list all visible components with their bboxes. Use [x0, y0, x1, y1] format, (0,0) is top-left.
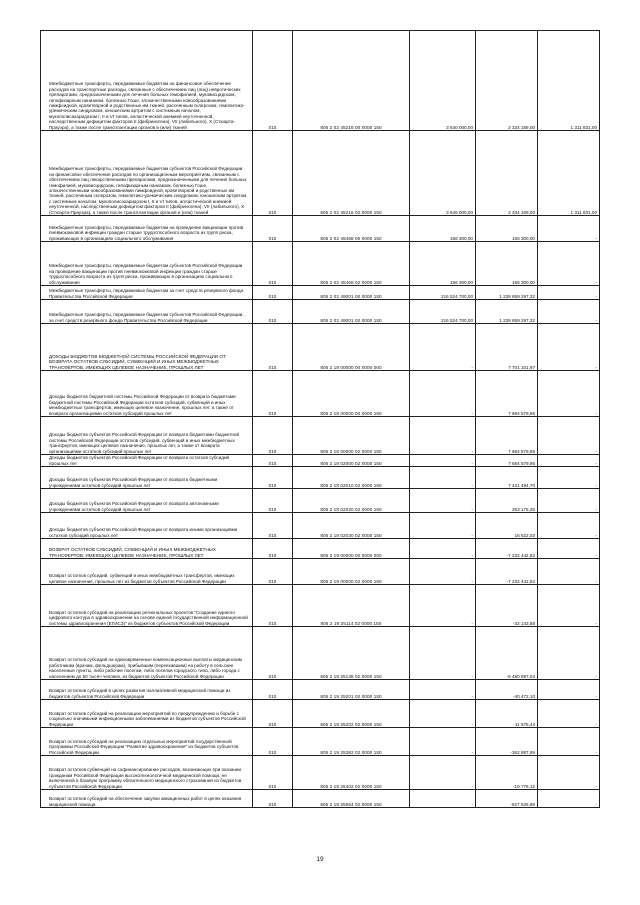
row-plan: - [410, 756, 476, 790]
row-fact: -32 143,88 [476, 585, 538, 627]
row-name: ДОХОДЫ БЮДЖЕТОВ БЮДЖЕТНОЙ СИСТЕМЫ РОССИЙСКОЙ ФЕДЕРАЦИИ ОТ ВОЗВРАТА ОСТАТКОВ СУБСИДИЙ, СУБВЕНЦИЙ И ИНЫХ МЕЖБЮДЖЕТНЫХ ТРАНСФЕРТОВ, ИМЕЮЩИХ ЦЕЛЕВОЕ НАЗНАЧЕНИЕ, ПРОШЛЫХ ЛЕТ [41, 324, 253, 371]
row-code: 010 [253, 680, 293, 700]
row-rest: - [538, 216, 600, 242]
row-code: 010 [253, 728, 293, 756]
row-code: 010 [253, 585, 293, 627]
row-name: Межбюджетные трансферты, передаваемые бюджетам субъектов Российской Федерации, за счет средств резервного фонда Правительства Российской Федерации [41, 300, 253, 324]
row-plan: - [410, 489, 476, 513]
row-rest: - [538, 728, 600, 756]
row-plan: 3 640 000,00 [410, 31, 476, 131]
report-sheet [40, 30, 599, 808]
row-name: Межбюджетные трансферты, передаваемые бюджетам на финансовое обеспечение расходов на транспортные расходы, связанные с обеспечением лиц (лиц) невротических препаратами, предназначенными для лечения больных гемофилией, муковисцидозом, гипофизарным нанизмом, болезнью Гоше, злокачественными новообразованиями лимфоидной, кроветворной и родственных им тканей, рассеянным склерозом, гемолитико-уремическим синдромом, юношеским артритом с системным началом, мукополисахаридозом I, II и VI типов, апластической анемией неуточненной, наследственным дефицитом факторов II (фибриногена), VII (лабильного), X (Стюарта-Прауэра), а также после трансплантации органов и (или) тканей [41, 31, 253, 131]
table-row [41, 371, 600, 417]
row-kbk: 805 2 19 25201 02 0000 150 [293, 680, 410, 700]
row-rest: - [538, 700, 600, 728]
row-plan: - [410, 467, 476, 489]
row-code: 010 [253, 513, 293, 539]
table-row [41, 417, 600, 455]
row-rest: - [538, 585, 600, 627]
row-plan: - [410, 700, 476, 728]
row-code: 010 [253, 242, 293, 286]
row-code: 010 [253, 216, 293, 242]
row-code: 010 [253, 286, 293, 300]
table-row [41, 455, 600, 467]
row-fact: -7 232 442,62 [476, 539, 538, 559]
row-rest: - [538, 627, 600, 680]
row-rest: - [538, 489, 600, 513]
table-row [41, 790, 600, 808]
row-kbk: 805 2 02 45468 02 0000 150 [293, 242, 410, 286]
row-plan: - [410, 324, 476, 371]
page-number: 19 [316, 856, 324, 863]
row-kbk: 805 2 19 25138 02 0000 150 [293, 627, 410, 680]
row-kbk: 805 2 18 00000 00 0000 000 [293, 324, 410, 371]
row-fact: 1 228 659 297,32 [476, 300, 538, 324]
row-name: Межбюджетные трансферты, передаваемые бюджетам субъектов Российской Федерации на финансовое обеспечение расходов по организационным мероприятиям, связанным с обеспечением лиц лекарственными препаратами, предназначенными для лечения больных гемофилией, муковисцидозом, гипофизарным нанизмом, болезнью Гоше, злокачественными новообразованиями лимфоидной, кроветворной и родственных им тканей, рассеянным склерозом, гемолитико-уремическим синдромом, юношеским артритом с системным началом, мукополисахаридозом I, II и VI типов, апластической анемией неуточненной, наследственным дефицитом факторов II (фибриногена), VII (лабильного), X (Стюарта-Прауэра), а также после трансплантации органов и (или) тканей [41, 131, 253, 216]
table-row [41, 559, 600, 585]
row-name: Межбюджетные трансферты, передаваемые бюджетам на проведение вакцинации против пневмококковой инфекции граждан старше трудоспособного возраста из групп риска, проживающих в организациях социального обслуживания [41, 216, 253, 242]
table-row [41, 585, 600, 627]
row-name: Возврат остатков субсидий на реализацию мероприятий по предупреждению и борьбе с социально значимыми инфекционными заболеваниями из бюджетов субъектов Российской Федерации [41, 700, 253, 728]
row-kbk: 805 2 19 25202 02 0000 150 [293, 700, 410, 728]
table-row [41, 627, 600, 680]
row-name: Доходы бюджетов субъектов Российской Федерации от возврата иными организациями остатков субсидий прошлых лет [41, 513, 253, 539]
row-name: ВОЗВРАТ ОСТАТКОВ СУБСИДИЙ, СУБВЕНЦИЙ И ИНЫХ МЕЖБЮДЖЕТНЫХ ТРАНСФЕРТОВ, ИМЕЮЩИХ ЦЕЛЕВОЕ НАЗНАЧЕНИЕ, ПРОШЛЫХ ЛЕТ [41, 539, 253, 559]
income-table-body [41, 31, 600, 808]
row-rest: - [538, 680, 600, 700]
table-row [41, 216, 600, 242]
row-plan: - [410, 513, 476, 539]
row-code: 010 [253, 790, 293, 808]
row-fact: 7 684 579,95 [476, 417, 538, 455]
row-kbk: 805 2 19 25114 02 0000 150 [293, 585, 410, 627]
row-fact: 7 431 494,70 [476, 467, 538, 489]
row-rest: - [538, 455, 600, 467]
row-fact: 253 175,25 [476, 489, 538, 513]
table-row [41, 489, 600, 513]
table-row [41, 728, 600, 756]
row-plan: 156 300,00 [410, 242, 476, 286]
row-plan: - [410, 455, 476, 467]
row-name: Межбюджетные трансферты, передаваемые бюджетам субъектов Российской Федерации на проведение вакцинации против пневмококковой инфекции граждан старше трудоспособного возраста из групп риска, проживающих в организациях социального обслуживания [41, 242, 253, 286]
row-kbk: 805 2 18 02030 02 0000 150 [293, 513, 410, 539]
row-code: 010 [253, 627, 293, 680]
row-rest: - [538, 242, 600, 286]
row-kbk: 805 2 02 49001 02 0000 150 [293, 300, 410, 324]
row-plan: - [410, 539, 476, 559]
row-fact: 7 684 579,95 [476, 371, 538, 417]
row-code: 010 [253, 467, 293, 489]
row-rest: - [538, 790, 600, 808]
table-row [41, 513, 600, 539]
row-rest: - [538, 513, 600, 539]
row-rest: - [538, 300, 600, 324]
row-kbk: 805 2 18 02010 02 0000 150 [293, 467, 410, 489]
row-name: Возврат остатков субсидий на реализацию отдельных мероприятий государственной программы Российской Федерации "Развитие здравоохранения" из бюджетов субъектов Российской Федерации [41, 728, 253, 756]
row-fact: 2 334 169,00 [476, 131, 538, 216]
row-code: 010 [253, 300, 293, 324]
row-fact: -362 887,69 [476, 728, 538, 756]
row-fact: -11 575,44 [476, 700, 538, 728]
row-kbk: 805 2 02 45216 02 0000 150 [293, 131, 410, 216]
row-code: 010 [253, 131, 293, 216]
table-row [41, 324, 600, 371]
row-plan: - [410, 790, 476, 808]
row-name: Доходы бюджетов бюджетной системы Российской Федерации от возврата бюджетами бюджетной системы Российской Федерации остатков субсидий, субвенций и иных межбюджетных трансфертов, имеющих целевое назначение, прошлых лет, а также от возврата организациями остатков субсидий прошлых лет [41, 371, 253, 417]
row-plan: 216 524 700,00 [410, 286, 476, 300]
row-name: Возврат остатков субвенций на софинансирование расходов, возникающих при оказании гражданам Российской Федерации высокотехнологичной медицинской помощи, не включенной в базовую программу обязательного медицинского страхования из бюджетов субъектов Российской Федерации [41, 756, 253, 790]
row-fact: 156 300,00 [476, 242, 538, 286]
row-fact: -7 232 442,62 [476, 559, 538, 585]
table-row [41, 300, 600, 324]
table-row [41, 131, 600, 216]
table-row [41, 467, 600, 489]
row-rest: 1 311 831,00 [538, 131, 600, 216]
row-plan: - [410, 627, 476, 680]
row-name: Доходы бюджетов субъектов Российской Федерации от возврата бюджетными учреждениями остатков субсидий прошлых лет [41, 467, 253, 489]
row-fact: 7 684 579,95 [476, 455, 538, 467]
row-plan: - [410, 559, 476, 585]
row-fact: 2 334 169,00 [476, 31, 538, 131]
row-plan: 3 646 000,00 [410, 131, 476, 216]
row-fact: -627 525,89 [476, 790, 538, 808]
row-kbk: 805 2 19 25554 02 0000 150 [293, 790, 410, 808]
row-name: Возврат остатков субсидий, субвенций и иных межбюджетных трансфертов, имеющих целевое назначение, прошлых лет из бюджетов субъектов Российской Федерации [41, 559, 253, 585]
row-code: 010 [253, 324, 293, 371]
row-plan: 156 300,00 [410, 216, 476, 242]
table-row [41, 539, 600, 559]
row-rest: - [538, 467, 600, 489]
row-kbk: 805 2 18 00000 00 0000 150 [293, 371, 410, 417]
row-code: 010 [253, 756, 293, 790]
row-name: Возврат остатков субсидий на реализацию региональных проектов "Создание единого цифрового контура в здравоохранении на основе единой государственной информационной системы здравоохранения (ЕГИСЗ)" из бюджетов субъектов Российской Федерации [41, 585, 253, 627]
row-code: 010 [253, 455, 293, 467]
row-rest: - [538, 559, 600, 585]
row-kbk: 805 2 18 00000 02 0000 150 [293, 417, 410, 455]
row-plan: - [410, 728, 476, 756]
row-plan: - [410, 585, 476, 627]
row-rest: - [538, 286, 600, 300]
row-code: 010 [253, 417, 293, 455]
table-row [41, 286, 600, 300]
row-name: Возврат остатков субсидий на обеспечение закупки авиационных работ в целях оказания медицинской помощи [41, 790, 253, 808]
row-code: 010 [253, 31, 293, 131]
table-row [41, 680, 600, 700]
row-code: 010 [253, 700, 293, 728]
row-name: Возврат остатков субсидий в целях развития паллиативной медицинской помощи из бюджетов субъектов Российской Федерации [41, 680, 253, 700]
row-rest: - [538, 756, 600, 790]
row-plan: 216 524 700,00 [410, 300, 476, 324]
row-kbk: 805 2 18 02020 02 0000 150 [293, 489, 410, 513]
row-fact: 1 228 659 297,32 [476, 286, 538, 300]
row-rest: - [538, 417, 600, 455]
row-code: 010 [253, 559, 293, 585]
row-rest: - [538, 371, 600, 417]
row-fact: -5 480 697,04 [476, 627, 538, 680]
row-fact: -40 472,10 [476, 680, 538, 700]
row-code: 010 [253, 489, 293, 513]
table-row [41, 31, 600, 131]
row-code: 010 [253, 539, 293, 559]
row-plan: - [410, 371, 476, 417]
row-rest: 1 311 831,00 [538, 31, 600, 131]
row-plan: - [410, 680, 476, 700]
row-rest: - [538, 324, 600, 371]
row-kbk: 805 2 19 25382 02 0000 150 [293, 728, 410, 756]
income-table [40, 30, 600, 808]
row-plan: - [410, 417, 476, 455]
row-fact: -19 776,12 [476, 756, 538, 790]
row-code: 010 [253, 371, 293, 417]
table-row [41, 242, 600, 286]
row-fact: 7 701 101,97 [476, 324, 538, 371]
row-kbk: 805 2 19 25402 02 0000 150 [293, 756, 410, 790]
row-kbk: 805 2 19 00000 02 0000 150 [293, 559, 410, 585]
row-kbk: 805 2 19 00000 00 0000 000 [293, 539, 410, 559]
row-kbk: 805 2 18 02000 02 0000 150 [293, 455, 410, 467]
table-row [41, 700, 600, 728]
table-row [41, 756, 600, 790]
row-kbk: 805 2 02 45216 00 0000 150 [293, 31, 410, 131]
row-name: Доходы бюджетов субъектов Российской Федерации от возврата остатков субсидий прошлых лет [41, 455, 253, 467]
row-fact: 156 300,00 [476, 216, 538, 242]
row-name: Возврат остатков субсидий на единовременные компенсационные выплаты медицинским работникам (врачам, фельдшерам), прибывшим (переехавшим) на работу в сельские населенные пункты, либо рабочие поселки, либо поселки городского типа, либо города с населением до 50 тысяч человек, из бюджетов субъектов Российской Федерации [41, 627, 253, 680]
row-name: Межбюджетные трансферты, передаваемые бюджетам за счет средств резервного фонда Правительства Российской Федерации [41, 286, 253, 300]
row-fact: 16 522,02 [476, 513, 538, 539]
row-name: Доходы бюджетов субъектов Российской Федерации от возврата бюджетами бюджетной системы Российской Федерации остатков субсидий, субвенций и иных межбюджетных трансфертов, имеющих целевое назначение, прошлых лет, а также от возврата организациями остатков субсидий прошлых лет [41, 417, 253, 455]
row-rest: - [538, 539, 600, 559]
row-name: Доходы бюджетов субъектов Российской Федерации от возврата автономными учреждениями остатков субсидий прошлых лет [41, 489, 253, 513]
row-kbk: 805 2 02 45468 00 0000 150 [293, 216, 410, 242]
row-kbk: 805 2 02 49001 00 0000 150 [293, 286, 410, 300]
